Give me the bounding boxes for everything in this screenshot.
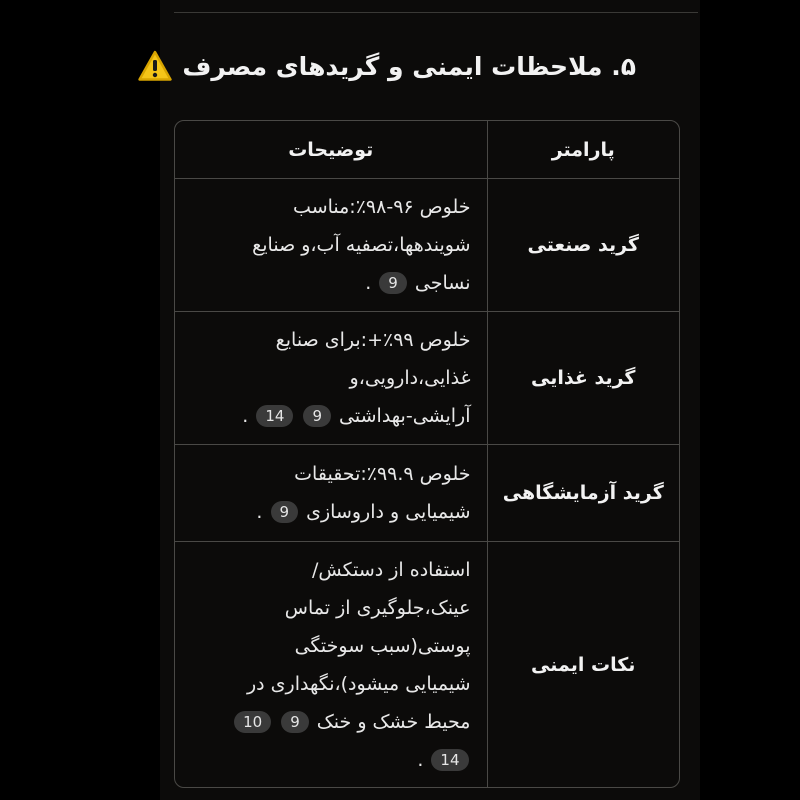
- description-line: خلوص ۹۹.۹٪:تحقیقات: [294, 463, 471, 485]
- description-line: آرایشی-بهداشتی 9 14 .: [242, 405, 471, 427]
- description-line: استفاده از دستکش/: [311, 559, 471, 581]
- header-desc: توضیحات: [175, 121, 487, 179]
- citation-badge[interactable]: 10: [234, 711, 271, 733]
- description-line: شویندهها،تصفیه آب،و صنایع: [252, 234, 471, 256]
- grades-table: [174, 120, 680, 788]
- description-line: خلوص ۹۹٪+:برای صنایع: [275, 329, 471, 351]
- row-param: گرید غذایی: [487, 312, 679, 445]
- table-row: [175, 445, 679, 542]
- row-param: نکات ایمنی: [487, 542, 679, 789]
- end-period: .: [242, 405, 249, 427]
- section-divider: [174, 12, 698, 13]
- warning-icon: [138, 50, 172, 82]
- section-title: ۵. ملاحظات ایمنی و گریدهای مصرف: [182, 51, 636, 81]
- section-heading: [138, 44, 636, 88]
- row-description: [175, 542, 487, 789]
- citation-badge[interactable]: 14: [431, 749, 468, 771]
- table-row: [175, 179, 679, 312]
- row-description: [175, 445, 487, 542]
- citation-badge[interactable]: 9: [303, 405, 331, 427]
- description-line: محیط خشک و خنک 9 10: [191, 703, 471, 741]
- row-param: گرید صنعتی: [487, 179, 679, 312]
- description-line: [191, 741, 471, 779]
- description-line: خلوص ۹۶-۹۸٪:مناسب: [293, 196, 471, 218]
- description-line: غذایی،دارویی،و: [349, 367, 471, 389]
- row-description: [175, 179, 487, 312]
- description-line: شیمیایی میشود)،نگهداری در: [246, 673, 471, 695]
- table-row: [175, 312, 679, 445]
- description-line: پوستی(سبب سوختگی: [294, 635, 471, 657]
- header-param: پارامتر: [487, 121, 679, 179]
- end-period: .: [365, 272, 372, 294]
- row-description: [175, 312, 487, 445]
- citation-badge[interactable]: 9: [271, 501, 299, 523]
- citation-badge[interactable]: 14: [256, 405, 293, 427]
- row-param: گرید آزمایشگاهی: [487, 445, 679, 542]
- description-line: شیمیایی و داروسازی 9 .: [256, 501, 471, 523]
- description-line: نساجی 9 .: [365, 272, 471, 294]
- citation-badge[interactable]: 9: [379, 272, 407, 294]
- end-period: .: [417, 749, 424, 771]
- table-row: [175, 542, 679, 789]
- end-period: .: [256, 501, 263, 523]
- citation-badge[interactable]: 9: [281, 711, 309, 733]
- table-header-row: [175, 121, 679, 179]
- description-line: عینک،جلوگیری از تماس: [284, 597, 471, 619]
